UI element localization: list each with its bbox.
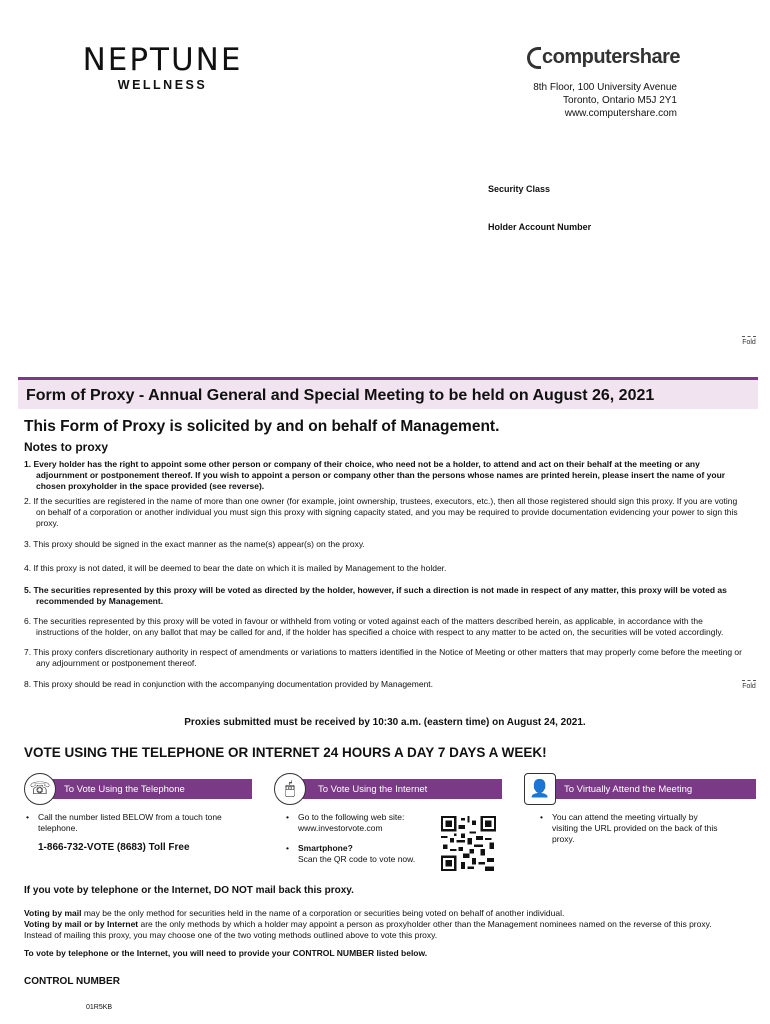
fold-mark-bottom <box>742 680 756 690</box>
fold-mark-top <box>742 336 756 346</box>
note-3: 3. This proxy should be signed in the exact manner as the name(s) appear(s) on the proxy. <box>24 539 365 549</box>
fold-label: Fold <box>742 339 756 346</box>
vote-internet-label: To Vote Using the Internet <box>318 783 428 795</box>
mail-lead-2: Voting by mail or by Internet <box>24 919 139 929</box>
telephone-icon: ☏ <box>24 773 56 805</box>
form-code: 01R5KB <box>86 1004 113 1011</box>
smartphone-heading: Smartphone? <box>298 843 353 853</box>
security-class-label: Security Class <box>488 184 551 194</box>
notes-heading: Notes to proxy <box>24 440 109 454</box>
virtual-attend-label: To Virtually Attend the Meeting <box>564 783 693 795</box>
internet-bullet-website: Go to the following web site: www.investorvote.com <box>298 812 405 833</box>
vote-internet-banner <box>280 779 502 799</box>
fold-line <box>742 336 756 337</box>
internet-instructions: • Go to the following web site: www.investorvote.com • Smartphone? Scan the QR code to vote now. <box>286 812 434 865</box>
qr-code[interactable] <box>441 816 496 871</box>
holder-account-label: Holder Account Number <box>488 222 592 232</box>
note-6: 6. The securities represented by this proxy will be voted in favour or withheld from voting or voted against each of the matters described herein, as applicable, in accordance with the instructions of the holder, on any ballot that may be called for and, if the holder has specified a choice with respect to any matter to be acted on, the securities will be voted accordingly. <box>24 616 724 637</box>
computershare-wordmark: computershare <box>542 46 680 68</box>
telephone-number: 1-866-732-VOTE (8683) Toll Free <box>38 842 190 853</box>
agent-address <box>533 81 677 120</box>
mail-lead-1: Voting by mail <box>24 908 82 918</box>
no-mail-warning: If you vote by telephone or the Internet, DO NOT mail back this proxy. <box>24 885 354 896</box>
virtual-attend-banner <box>530 779 756 799</box>
address-line-3: www.computershare.com <box>564 108 677 119</box>
neptune-wellness-logo <box>80 44 245 92</box>
solicited-statement: This Form of Proxy is solicited by and on behalf of Management. <box>24 418 500 435</box>
computershare-mark-icon <box>527 47 541 69</box>
note-8: 8. This proxy should be read in conjunction with the accompanying documentation provided by Management. <box>24 679 434 689</box>
brand-main: NEPTUNE <box>82 42 243 78</box>
computershare-logo <box>527 46 680 69</box>
notes-list <box>24 459 746 690</box>
mail-text-3: Instead of mailing this proxy, you may choose one of the two voting methods outlined above to vote this proxy. <box>24 930 438 940</box>
note-1: 1. Every holder has the right to appoint some other person or company of their choice, who need not be a holder, to attend and act on their behalf at the meeting or any adjournment or postponement thereof. If you wish to appoint a person or company other than the persons whose names are printed herein, please insert the name of your chosen proxyholder in the space provided (see reverse). <box>24 459 726 491</box>
virtual-bullet: You can attend the meeting virtually by visiting the URL provided on the back of this proxy. <box>552 812 718 844</box>
address-line-1: 8th Floor, 100 University Avenue <box>533 82 677 93</box>
vote-telephone-label: To Vote Using the Telephone <box>64 783 185 795</box>
form-title-bar <box>18 377 758 409</box>
mouse-icon: 🖱 <box>274 773 306 805</box>
note-7: 7. This proxy confers discretionary authority in respect of amendments or variations to matters identified in the Notice of Meeting or other matters that may properly come before the meeting or any adjournment or postponement thereof. <box>24 647 742 668</box>
mail-text-1: may be the only method for securities held in the name of a corporation or securities being voted on behalf of another individual. <box>81 908 565 918</box>
telephone-bullet: Call the number listed BELOW from a touch tone telephone. <box>38 812 222 833</box>
attendee-icon: 👤 <box>524 773 556 805</box>
proxies-deadline: Proxies submitted must be received by 10:30 a.m. (eastern time) on August 24, 2021. <box>184 717 586 728</box>
control-number-instruction: To vote by telephone or the Internet, you will need to provide your CONTROL NUMBER listed below. <box>24 948 428 958</box>
mail-voting-info <box>24 908 754 941</box>
note-2: 2. If the securities are registered in the name of more than one owner (for example, joint ownership, trustees, executors, etc.), then all those registered should sign this proxy. If you are voting on behalf of a corporation or another individual you must sign this proxy with signing capacity stated, and you may be required to provide documentation evidencing your power to sign this proxy. <box>24 496 738 528</box>
fold-label: Fold <box>742 683 756 690</box>
form-title: Form of Proxy - Annual General and Special Meeting to be held on August 26, 2021 <box>26 387 655 404</box>
virtual-instructions: • You can attend the meeting virtually by visiting the URL provided on the back of this proxy. <box>540 812 720 845</box>
telephone-instructions: • Call the number listed BELOW from a touch tone telephone. 1-866-732-VOTE (8683) Toll Free <box>26 812 241 853</box>
note-4: 4. If this proxy is not dated, it will be deemed to bear the date on which it is mailed by Management to the holder. <box>24 563 447 573</box>
control-number-label: CONTROL NUMBER <box>24 976 120 987</box>
mail-text-2: are the only methods by which a holder may appoint a person as proxyholder other than the Management nominees named on the reverse of this proxy. <box>138 919 712 929</box>
note-5: 5. The securities represented by this proxy will be voted as directed by the holder, however, if such a direction is not made in respect of any matter, this proxy will be voted as recommended by Management. <box>24 585 727 606</box>
brand-sub: WELLNESS <box>117 78 208 92</box>
vote-heading: VOTE USING THE TELEPHONE OR INTERNET 24 HOURS A DAY 7 DAYS A WEEK! <box>24 745 547 760</box>
address-line-2: Toronto, Ontario M5J 2Y1 <box>563 95 677 106</box>
fold-line <box>742 680 756 681</box>
vote-telephone-banner <box>30 779 252 799</box>
smartphone-text: Scan the QR code to vote now. <box>298 854 416 864</box>
